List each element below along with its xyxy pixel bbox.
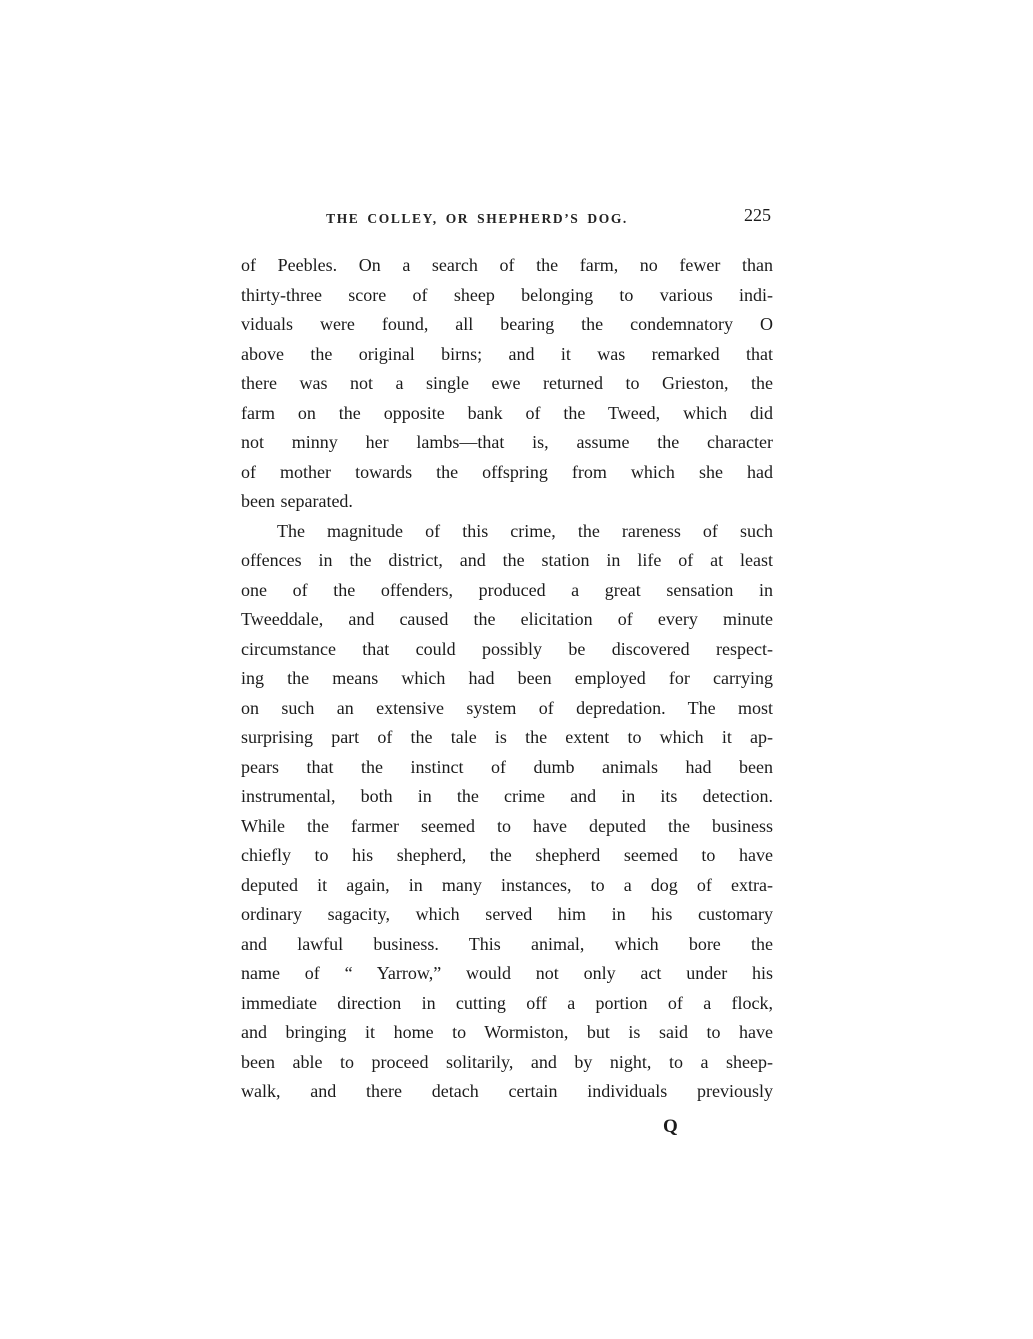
text-line: one of the offenders, produced a great sensation in	[241, 579, 773, 600]
page-number: 225	[744, 205, 771, 225]
text-line: While the farmer seemed to have deputed the business	[241, 815, 773, 836]
text-line: thirty-three score of sheep belonging to various indi-	[241, 284, 773, 305]
text-line: name of “ Yarrow,” would not only act under his	[241, 963, 773, 983]
text-line: pears that the instinct of dumb animals had been	[241, 756, 773, 777]
text-line: immediate direction in cutting off a portion of a flock,	[241, 992, 773, 1013]
text-line: of mother towards the offspring from which she had	[241, 461, 773, 482]
text-line: been able to proceed solitarily, and by night, to a sheep-	[241, 1051, 773, 1072]
text-line: ordinary sagacity, which served him in his customary	[241, 904, 773, 924]
text-line: on such an extensive system of depredation. The most	[241, 697, 773, 718]
signature-mark: Q	[663, 1116, 678, 1137]
text-line: deputed it again, in many instances, to a dog of extra-	[241, 874, 773, 895]
text-line: chiefly to his shepherd, the shepherd seemed to have	[241, 845, 773, 865]
text-line: instrumental, both in the crime and in its detection.	[241, 786, 773, 806]
page-header	[241, 205, 773, 235]
text-line: been separated.	[241, 491, 353, 511]
text-block	[241, 205, 773, 1107]
text-line: not minny her lambs—that is, assume the character	[241, 432, 773, 452]
text-line: farm on the opposite bank of the Tweed, which did	[241, 402, 773, 423]
text-line: viduals were found, all bearing the condemnatory O	[241, 314, 773, 334]
text-line: surprising part of the tale is the extent to which it ap-	[241, 727, 773, 747]
text-line: ing the means which had been employed for carrying	[241, 668, 773, 688]
text-line: Tweeddale, and caused the elicitation of every minute	[241, 609, 773, 629]
text-line: and bringing it home to Wormiston, but is said to have	[241, 1022, 773, 1042]
paragraph	[241, 251, 773, 517]
text-line: walk, and there detach certain individuals previously	[241, 1081, 773, 1101]
text-line: there was not a single ewe returned to Grieston, the	[241, 373, 773, 393]
text-line: offences in the district, and the station in life of at least	[241, 550, 773, 570]
text-line: The magnitude of this crime, the rareness of such	[277, 520, 773, 541]
text-line: circumstance that could possibly be discovered respect-	[241, 638, 773, 659]
running-title: THE COLLEY, OR SHEPHERD’S DOG.	[326, 211, 628, 226]
text-line: of Peebles. On a search of the farm, no fewer than	[241, 255, 773, 275]
paragraph	[241, 517, 773, 1107]
text-line: and lawful business. This animal, which bore the	[241, 933, 773, 954]
text-line: above the original birns; and it was remarked that	[241, 343, 773, 364]
